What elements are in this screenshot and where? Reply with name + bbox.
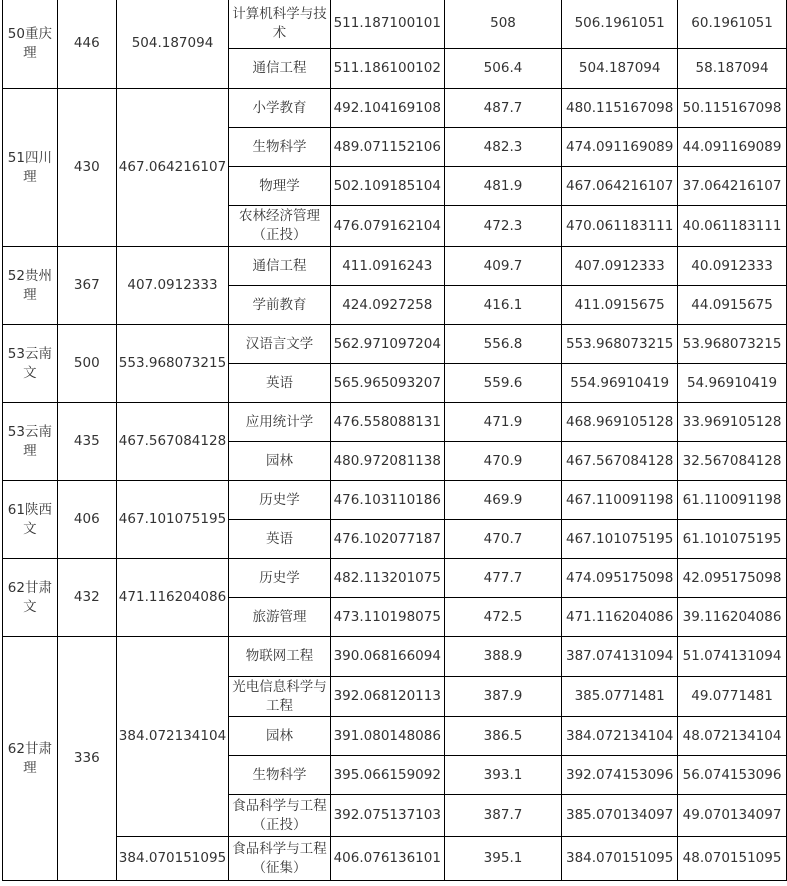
major-cell: 小学教育 xyxy=(229,89,331,128)
major-cell: 食品科学与工程（征集） xyxy=(229,837,331,881)
province-cell: 53云南文 xyxy=(3,325,58,403)
major-cell: 生物科学 xyxy=(229,128,331,167)
avg-score-cell: 472.5 xyxy=(444,598,562,637)
avg-score-cell: 471.9 xyxy=(444,403,562,442)
max-score-cell: 511.187100101 xyxy=(330,0,444,49)
count-cell: 432 xyxy=(57,559,116,637)
max-score-cell: 390.068166094 xyxy=(330,637,444,677)
min-score-cell: 467.101075195 xyxy=(562,520,678,559)
min-score-cell: 407.0912333 xyxy=(562,247,678,286)
diff-cell: 42.095175098 xyxy=(678,559,787,598)
min-score-cell: 470.061183111 xyxy=(562,206,678,247)
avg-score-cell: 477.7 xyxy=(444,559,562,598)
min-score-cell: 387.074131094 xyxy=(562,637,678,677)
min-score-cell: 506.1961051 xyxy=(562,0,678,49)
major-cell: 历史学 xyxy=(229,559,331,598)
max-score-cell: 511.186100102 xyxy=(330,49,444,89)
max-score-cell: 562.971097204 xyxy=(330,325,444,364)
province-cell: 50重庆理 xyxy=(3,0,58,89)
diff-cell: 61.101075195 xyxy=(678,520,787,559)
major-cell: 园林 xyxy=(229,717,331,756)
major-cell: 通信工程 xyxy=(229,49,331,89)
min-score-cell: 384.072134104 xyxy=(562,717,678,756)
diff-cell: 39.116204086 xyxy=(678,598,787,637)
max-score-cell: 502.109185104 xyxy=(330,167,444,206)
max-score-cell: 476.558088131 xyxy=(330,403,444,442)
min-score-cell: 480.115167098 xyxy=(562,89,678,128)
major-cell: 汉语言文学 xyxy=(229,325,331,364)
major-cell: 英语 xyxy=(229,520,331,559)
avg-score-cell: 388.9 xyxy=(444,637,562,677)
count-cell: 406 xyxy=(57,481,116,559)
count-cell: 435 xyxy=(57,403,116,481)
avg-score-cell: 470.7 xyxy=(444,520,562,559)
diff-cell: 61.110091198 xyxy=(678,481,787,520)
diff-cell: 60.1961051 xyxy=(678,0,787,49)
diff-cell: 53.968073215 xyxy=(678,325,787,364)
line-score-cell: 467.567084128 xyxy=(116,403,228,481)
table-row xyxy=(3,481,787,520)
avg-score-cell: 393.1 xyxy=(444,756,562,795)
line-score-cell: 504.187094 xyxy=(116,0,228,89)
diff-cell: 58.187094 xyxy=(678,49,787,89)
avg-score-cell: 386.5 xyxy=(444,717,562,756)
min-score-cell: 384.070151095 xyxy=(562,837,678,881)
major-cell: 食品科学与工程（正投） xyxy=(229,795,331,837)
min-score-cell: 468.969105128 xyxy=(562,403,678,442)
min-score-cell: 467.567084128 xyxy=(562,442,678,481)
count-cell: 500 xyxy=(57,325,116,403)
avg-score-cell: 387.9 xyxy=(444,677,562,717)
min-score-cell: 474.091169089 xyxy=(562,128,678,167)
major-cell: 生物科学 xyxy=(229,756,331,795)
max-score-cell: 473.110198075 xyxy=(330,598,444,637)
diff-cell: 49.0771481 xyxy=(678,677,787,717)
max-score-cell: 480.972081138 xyxy=(330,442,444,481)
diff-cell: 48.072134104 xyxy=(678,717,787,756)
min-score-cell: 467.064216107 xyxy=(562,167,678,206)
province-cell: 52贵州理 xyxy=(3,247,58,325)
table-row xyxy=(3,403,787,442)
major-cell: 通信工程 xyxy=(229,247,331,286)
max-score-cell: 395.066159092 xyxy=(330,756,444,795)
avg-score-cell: 472.3 xyxy=(444,206,562,247)
line-score-cell: 553.968073215 xyxy=(116,325,228,403)
max-score-cell: 476.079162104 xyxy=(330,206,444,247)
avg-score-cell: 470.9 xyxy=(444,442,562,481)
table-row xyxy=(3,89,787,128)
line-score-cell: 467.101075195 xyxy=(116,481,228,559)
line-score-cell: 384.070151095 xyxy=(116,837,228,881)
max-score-cell: 411.0916243 xyxy=(330,247,444,286)
diff-cell: 50.115167098 xyxy=(678,89,787,128)
max-score-cell: 476.103110186 xyxy=(330,481,444,520)
diff-cell: 44.0915675 xyxy=(678,286,787,325)
major-cell: 历史学 xyxy=(229,481,331,520)
table-row xyxy=(3,0,787,49)
avg-score-cell: 559.6 xyxy=(444,364,562,403)
line-score-cell: 384.072134104 xyxy=(116,637,228,837)
min-score-cell: 471.116204086 xyxy=(562,598,678,637)
province-cell: 51四川理 xyxy=(3,89,58,247)
avg-score-cell: 487.7 xyxy=(444,89,562,128)
table-row xyxy=(3,247,787,286)
min-score-cell: 392.074153096 xyxy=(562,756,678,795)
diff-cell: 51.074131094 xyxy=(678,637,787,677)
min-score-cell: 474.095175098 xyxy=(562,559,678,598)
avg-score-cell: 387.7 xyxy=(444,795,562,837)
province-cell: 62甘肃文 xyxy=(3,559,58,637)
diff-cell: 32.567084128 xyxy=(678,442,787,481)
line-score-cell: 471.116204086 xyxy=(116,559,228,637)
major-cell: 农林经济管理（正投） xyxy=(229,206,331,247)
major-cell: 计算机科学与技术 xyxy=(229,0,331,49)
diff-cell: 54.96910419 xyxy=(678,364,787,403)
max-score-cell: 391.080148086 xyxy=(330,717,444,756)
avg-score-cell: 416.1 xyxy=(444,286,562,325)
table-row xyxy=(3,837,787,881)
diff-cell: 44.091169089 xyxy=(678,128,787,167)
count-cell: 430 xyxy=(57,89,116,247)
diff-cell: 40.0912333 xyxy=(678,247,787,286)
min-score-cell: 467.110091198 xyxy=(562,481,678,520)
max-score-cell: 489.071152106 xyxy=(330,128,444,167)
min-score-cell: 504.187094 xyxy=(562,49,678,89)
diff-cell: 40.061183111 xyxy=(678,206,787,247)
avg-score-cell: 409.7 xyxy=(444,247,562,286)
min-score-cell: 385.070134097 xyxy=(562,795,678,837)
major-cell: 物联网工程 xyxy=(229,637,331,677)
max-score-cell: 406.076136101 xyxy=(330,837,444,881)
line-score-cell: 407.0912333 xyxy=(116,247,228,325)
diff-cell: 37.064216107 xyxy=(678,167,787,206)
major-cell: 英语 xyxy=(229,364,331,403)
max-score-cell: 392.068120113 xyxy=(330,677,444,717)
line-score-cell: 467.064216107 xyxy=(116,89,228,247)
max-score-cell: 392.075137103 xyxy=(330,795,444,837)
avg-score-cell: 481.9 xyxy=(444,167,562,206)
admission-score-table xyxy=(2,0,787,881)
count-cell: 446 xyxy=(57,0,116,89)
min-score-cell: 553.968073215 xyxy=(562,325,678,364)
avg-score-cell: 469.9 xyxy=(444,481,562,520)
max-score-cell: 565.965093207 xyxy=(330,364,444,403)
avg-score-cell: 395.1 xyxy=(444,837,562,881)
table-row xyxy=(3,637,787,677)
major-cell: 应用统计学 xyxy=(229,403,331,442)
major-cell: 学前教育 xyxy=(229,286,331,325)
count-cell: 336 xyxy=(57,637,116,881)
diff-cell: 49.070134097 xyxy=(678,795,787,837)
diff-cell: 56.074153096 xyxy=(678,756,787,795)
max-score-cell: 482.113201075 xyxy=(330,559,444,598)
major-cell: 园林 xyxy=(229,442,331,481)
table-row xyxy=(3,559,787,598)
major-cell: 光电信息科学与工程 xyxy=(229,677,331,717)
avg-score-cell: 508 xyxy=(444,0,562,49)
province-cell: 62甘肃理 xyxy=(3,637,58,881)
max-score-cell: 424.0927258 xyxy=(330,286,444,325)
min-score-cell: 411.0915675 xyxy=(562,286,678,325)
table-row xyxy=(3,325,787,364)
min-score-cell: 385.0771481 xyxy=(562,677,678,717)
diff-cell: 33.969105128 xyxy=(678,403,787,442)
major-cell: 物理学 xyxy=(229,167,331,206)
major-cell: 旅游管理 xyxy=(229,598,331,637)
max-score-cell: 492.104169108 xyxy=(330,89,444,128)
max-score-cell: 476.102077187 xyxy=(330,520,444,559)
avg-score-cell: 482.3 xyxy=(444,128,562,167)
avg-score-cell: 556.8 xyxy=(444,325,562,364)
province-cell: 53云南理 xyxy=(3,403,58,481)
count-cell: 367 xyxy=(57,247,116,325)
diff-cell: 48.070151095 xyxy=(678,837,787,881)
avg-score-cell: 506.4 xyxy=(444,49,562,89)
min-score-cell: 554.96910419 xyxy=(562,364,678,403)
province-cell: 61陕西文 xyxy=(3,481,58,559)
